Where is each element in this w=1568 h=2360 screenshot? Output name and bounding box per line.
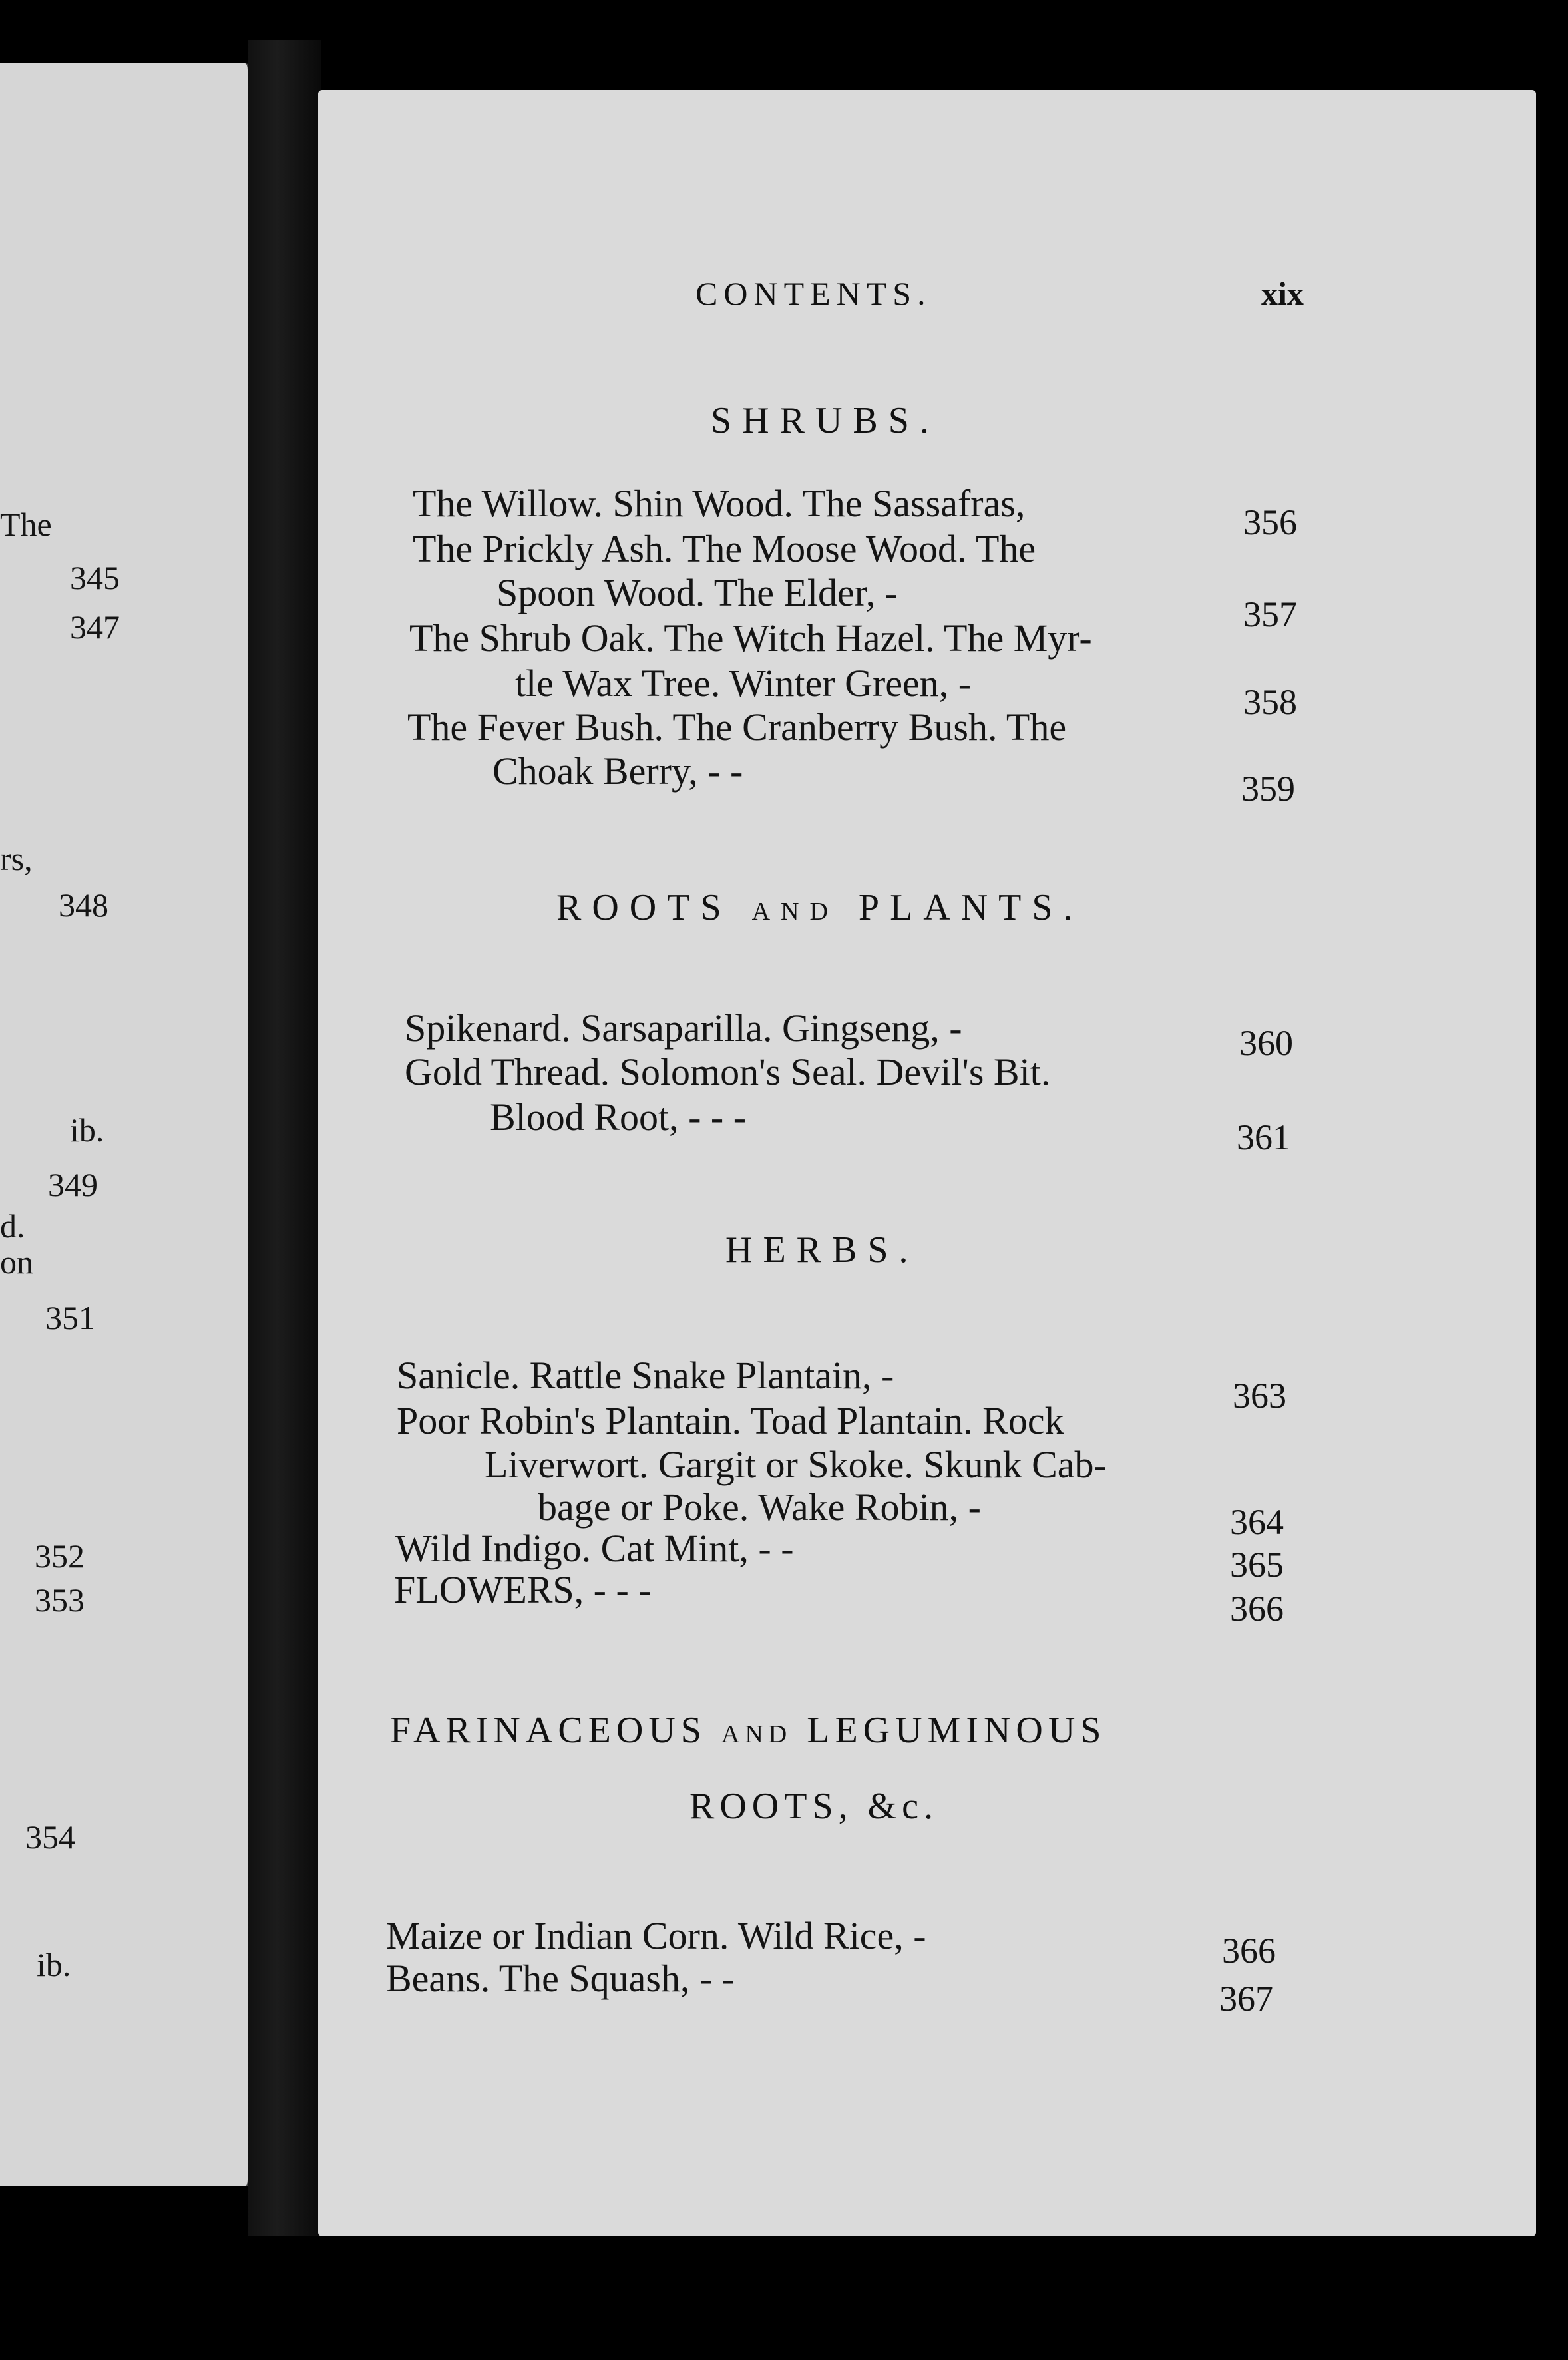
entry-line: The Willow. Shin Wood. The Sassafras,: [413, 482, 1026, 525]
entry-line: The Shrub Oak. The Witch Hazel. The Myr-: [409, 616, 1092, 660]
running-title: CONTENTS.: [695, 275, 932, 312]
entry-page-number: 358: [1243, 682, 1297, 722]
entry-line: bage or Poke. Wake Robin, -: [538, 1485, 981, 1529]
facing-page-number: 354: [25, 1818, 75, 1856]
entry-line: Poor Robin's Plantain. Toad Plantain. Rock: [397, 1399, 1064, 1442]
entry-line: Liverwort. Gargit or Skoke. Skunk Cab-: [485, 1443, 1107, 1486]
page-folio: xix: [1261, 275, 1304, 312]
facing-page-number: 347: [70, 608, 120, 646]
heading-word: ROOTS: [556, 887, 732, 928]
entry-page-number: 367: [1219, 1979, 1273, 2019]
facing-text-fragment: on: [0, 1243, 33, 1280]
entry-page-number: 359: [1241, 769, 1295, 809]
facing-page-number: 353: [35, 1581, 85, 1619]
heading-word: FARINACEOUS: [390, 1710, 707, 1751]
book-gutter: [248, 40, 321, 2236]
section-heading-roots-etc: ROOTS, &c.: [689, 1786, 938, 1827]
entry-line: Spikenard. Sarsaparilla. Gingseng, -: [405, 1006, 962, 1050]
entry-line: The Prickly Ash. The Moose Wood. The: [413, 527, 1036, 570]
entry-page-number: 366: [1222, 1931, 1276, 1971]
entry-line: FLOWERS, - - -: [394, 1568, 652, 1611]
entry-page-number: 366: [1230, 1589, 1284, 1629]
heading-word: PLANTS.: [858, 887, 1083, 928]
entry-line: Sanicle. Rattle Snake Plantain, -: [397, 1354, 894, 1397]
entry-line: Gold Thread. Solomon's Seal. Devil's Bit.: [405, 1050, 1051, 1093]
facing-page-fragment: [0, 63, 252, 2186]
heading-conjunction: AND: [721, 1720, 793, 1748]
entry-line: tle Wax Tree. Winter Green, -: [515, 662, 972, 705]
entry-page-number: 357: [1243, 594, 1297, 634]
entry-page-number: 364: [1230, 1502, 1284, 1542]
facing-text-fragment: ib.: [37, 1946, 71, 1983]
facing-page-number: 351: [45, 1299, 95, 1336]
section-heading-roots-and-plants: [556, 886, 1083, 929]
entry-page-number: 365: [1230, 1545, 1284, 1585]
facing-text-fragment: The: [0, 506, 52, 543]
facing-page-number: 349: [48, 1166, 98, 1203]
section-heading-farinaceous-and-leguminous: [390, 1709, 1106, 1752]
facing-text-fragment: ib.: [70, 1111, 104, 1149]
entry-line: Choak Berry, - -: [492, 749, 743, 793]
entry-line: Blood Root, - - -: [490, 1095, 747, 1139]
facing-page-number: 345: [70, 559, 120, 596]
entry-page-number: 363: [1233, 1376, 1286, 1416]
entry-page-number: 356: [1243, 502, 1297, 542]
section-heading-shrubs: SHRUBS.: [711, 400, 940, 441]
heading-conjunction: AND: [751, 898, 839, 926]
facing-page-number: 348: [59, 886, 108, 924]
entry-page-number: 361: [1237, 1117, 1290, 1157]
entry-line: Maize or Indian Corn. Wild Rice, -: [386, 1914, 926, 1957]
section-heading-herbs: HERBS.: [725, 1229, 919, 1271]
entry-line: Wild Indigo. Cat Mint, - -: [395, 1527, 794, 1570]
entry-line: Spoon Wood. The Elder, -: [496, 571, 898, 614]
facing-page-number: 352: [35, 1537, 85, 1575]
entry-line: Beans. The Squash, - -: [386, 1957, 735, 2000]
entry-line: The Fever Bush. The Cranberry Bush. The: [407, 705, 1067, 749]
facing-text-fragment: rs,: [0, 840, 33, 877]
heading-word: LEGUMINOUS: [807, 1710, 1107, 1751]
entry-page-number: 360: [1239, 1023, 1293, 1063]
facing-text-fragment: d.: [0, 1207, 25, 1245]
